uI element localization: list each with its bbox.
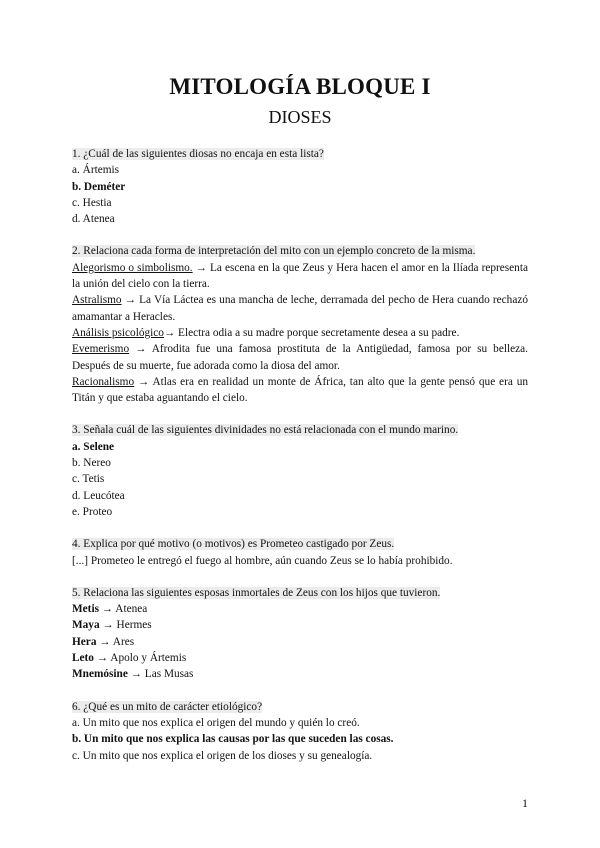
q6-option-b-answer: b. Un mito que nos explica las causas por las que suceden las cosas. [72, 733, 394, 746]
question-5-text: 5. Relaciona las siguientes esposas inmortales de Zeus con los hijos que tuvieron. [72, 586, 441, 599]
q5-wife: Leto [72, 652, 94, 665]
q2-item [72, 341, 528, 374]
document-body [72, 146, 528, 780]
question-4 [72, 536, 528, 569]
question-2 [72, 243, 528, 406]
q6-option-c: c. Un mito que nos explica el origen de los dioses y su genealogía. [72, 749, 373, 762]
question-2-text: 2. Relaciona cada forma de interpretación del mito con un ejemplo concreto de la misma. [72, 245, 476, 258]
question-3 [72, 422, 528, 520]
question-1-text: 1. ¿Cuál de las siguientes diosas no encaja en esta lista? [72, 148, 324, 160]
question-6-text: 6. ¿Qué es un mito de carácter etiológico? [72, 700, 263, 713]
page-number: 1 [522, 796, 528, 810]
question-6 [72, 699, 528, 764]
q2-term: Astralismo [72, 294, 122, 307]
q2-term: Evemerismo [72, 343, 130, 356]
question-3-text: 3. Señala cuál de las siguientes divinidades no está relacionada con el mundo marino. [72, 424, 459, 437]
q2-item [72, 325, 528, 341]
q5-child: → Las Musas [127, 668, 194, 681]
q3-option-b: b. Nereo [72, 457, 111, 470]
q4-answer: [...] Prometeo le entregó el fuego al hombre, aún cuando Zeus se lo había prohibido. [72, 554, 453, 567]
q2-term: Análisis psicológico [72, 326, 164, 339]
document-title: MITOLOGÍA BLOQUE I [169, 74, 431, 99]
q2-example: → Electra odia a su madre porque secretamente desea a su padre. [163, 326, 460, 339]
q3-option-c: c. Tetis [72, 473, 105, 486]
q5-wife: Hera [72, 635, 97, 648]
q2-term: Alegorismo o simbolismo. [72, 261, 193, 274]
q1-option-b-answer: b. Deméter [72, 180, 126, 193]
q2-term: Racionalismo [72, 375, 135, 388]
q3-option-e: e. Proteo [72, 505, 113, 518]
q5-child: → Atenea [98, 603, 148, 616]
q2-item [72, 292, 528, 325]
q2-example: → Afrodita fue una famosa prostituta de la Antigüedad, famosa por su belleza. Después de su muerte, fue adorada como la diosa del amor. [72, 343, 528, 372]
q6-option-a: a. Un mito que nos explica el origen del mundo y quién lo creó. [72, 716, 360, 729]
q1-option-a: a. Ártemis [72, 164, 120, 177]
q2-item [72, 374, 528, 407]
q1-option-d: d. Atenea [72, 213, 115, 226]
document-subtitle: DIOSES [268, 107, 332, 127]
q5-pair [72, 634, 528, 650]
q2-example: → La escena en la que Zeus y Hera hacen el amor en la Ilíada representa la unión del cielo con la tierra. [72, 261, 528, 291]
question-5 [72, 585, 528, 683]
q5-wife: Mnemósine [72, 668, 128, 681]
q5-pair [72, 617, 528, 633]
q5-pair [72, 650, 528, 666]
q2-example: → Atlas era en realidad un monte de África, tan alto que la gente pensó que era un Titán y que estaba aguantando el cielo. [72, 375, 528, 405]
q3-option-d: d. Leucótea [72, 489, 125, 502]
q1-option-c: c. Hestia [72, 196, 112, 209]
q5-child: → Ares [96, 635, 135, 648]
q3-option-a-answer: a. Selene [72, 440, 115, 453]
question-4-text: 4. Explica por qué motivo (o motivos) es Prometeo castigado por Zeus. [72, 538, 395, 551]
question-1 [72, 146, 528, 227]
q5-pair [72, 601, 528, 617]
q5-wife: Metis [72, 603, 99, 616]
q5-pair [72, 666, 528, 682]
q2-item [72, 260, 528, 293]
q2-example: → La Vía Láctea es una mancha de leche, derramada del pecho de Hera cuando rechazó amamantar a Heracles. [72, 294, 528, 323]
q5-wife: Maya [72, 619, 100, 632]
q5-child: → Hermes [99, 619, 152, 632]
q5-child: → Apolo y Ártemis [93, 652, 187, 665]
